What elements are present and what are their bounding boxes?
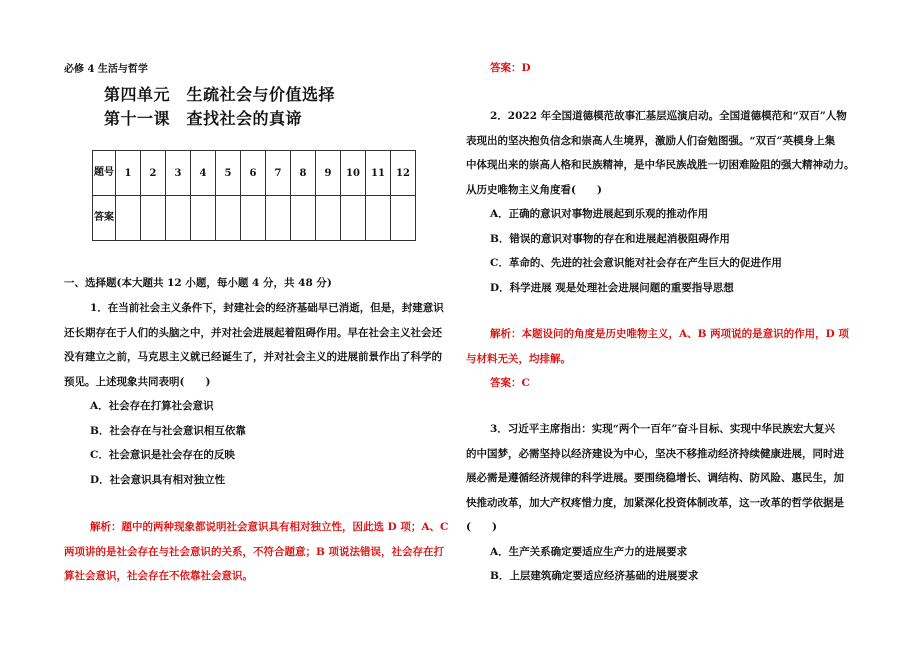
analysis-line: 两项讲的是社会存在与社会意识的关系，不符合题意；B 项说法错误，社会存在打 xyxy=(64,545,445,558)
question-2 xyxy=(466,104,866,300)
answer-table-number: 11 xyxy=(366,151,391,196)
question-2-option-d[interactable]: D．科学进展 观是处理社会进展问题的重要指导思想 xyxy=(490,281,734,294)
answer-table-head-number: 题号 xyxy=(93,151,116,196)
answer-cell[interactable] xyxy=(141,196,166,241)
question-2-option-b[interactable]: B．错误的意识对事物的存在和进展起消极阻碍作用 xyxy=(490,232,730,245)
question-2-line: 2．2022 年全国道德模范故事汇基层巡演启动。全国道德模范和“双百”人物 xyxy=(490,110,847,122)
question-3-line: ( ) xyxy=(466,521,497,533)
book-title: 必修 4 生活与哲学 xyxy=(64,64,148,75)
answer-table-number: 9 xyxy=(316,151,341,196)
answer-cell[interactable] xyxy=(366,196,391,241)
answer-table-number: 12 xyxy=(391,151,416,196)
question-1-line: 预见。上述现象共同表明( ) xyxy=(64,375,211,388)
answer-cell[interactable] xyxy=(191,196,216,241)
answer-table-number: 6 xyxy=(241,151,266,196)
question-3-line: 快推动改革，加大产权疼惜力度，加紧深化投资体制改革，这一改革的哲学依据是 xyxy=(466,496,844,509)
answer-2: 答案：C xyxy=(490,377,530,389)
answer-table-number: 3 xyxy=(166,151,191,196)
answer-table-number-row xyxy=(93,151,416,196)
question-3 xyxy=(466,417,866,589)
question-2-analysis xyxy=(466,322,866,396)
answer-table-number: 7 xyxy=(266,151,291,196)
answer-table-number: 8 xyxy=(291,151,316,196)
question-1-line: 没有建立之前，马克思主义就已经诞生了，并对社会主义的进展前景作出了科学的 xyxy=(64,351,442,363)
question-1-option-b[interactable]: B．社会存在与社会意识相互依靠 xyxy=(90,424,246,437)
answer-cell[interactable] xyxy=(341,196,366,241)
question-2-option-c[interactable]: C．革命的、先进的社会意识能对社会存在产生巨大的促进作用 xyxy=(490,257,782,269)
question-1-line: 还长期存在于人们的头脑之中，并对社会进展起着阻碍作用。早在社会主义社会还 xyxy=(64,326,442,339)
analysis-line: 与材料无关，均排解。 xyxy=(466,352,571,365)
question-3-line: 展必需是遵循经济规律的科学进展。要围绕稳增长、调结构、防风险、惠民生，加 xyxy=(466,472,844,484)
answer-cell[interactable] xyxy=(116,196,141,241)
question-1-option-c[interactable]: C．社会意识是社会存在的反映 xyxy=(90,449,235,461)
answer-cell[interactable] xyxy=(241,196,266,241)
lesson-title: 第十一课 查找社会的真谛 xyxy=(104,109,303,128)
question-1-analysis xyxy=(64,515,456,589)
unit-title: 第四单元 生疏社会与价值选择 xyxy=(104,85,336,104)
question-1-option-d[interactable]: D．社会意识具有相对独立性 xyxy=(90,473,226,486)
answer-cell[interactable] xyxy=(266,196,291,241)
answer-cell[interactable] xyxy=(316,196,341,241)
question-2-line: 从历史唯物主义角度看( ) xyxy=(466,183,602,196)
question-1-line: 1．在当前社会主义条件下，封建社会的经济基础早已消逝，但是，封建意识 xyxy=(90,302,444,314)
answer-table-number: 10 xyxy=(341,151,366,196)
question-2-line: 中体现出来的崇高人格和民族精神，是中华民族战胜一切困难险阻的强大精神动力。 xyxy=(466,159,855,171)
answer-table-number: 5 xyxy=(216,151,241,196)
answer-table-head-answer: 答案 xyxy=(93,196,116,241)
question-3-line: 3．习近平主席指出：实现“两个一百年”奋斗目标、实现中华民族宏大复兴 xyxy=(490,423,835,435)
answer-table-number: 2 xyxy=(141,151,166,196)
question-2-line: 表现出的坚决抱负信念和崇高人生境界，激励人们奋勉图强。“双百”英模身上集 xyxy=(466,134,836,147)
question-1-option-a[interactable]: A．社会存在打算社会意识 xyxy=(90,400,214,412)
analysis-line: 解析：本题设问的角度是历史唯物主义，A、B 两项说的是意识的作用，D 项 xyxy=(490,328,849,340)
answer-1: 答案：D xyxy=(490,62,531,74)
answer-table-number: 1 xyxy=(116,151,141,196)
analysis-line: 解析：题中的两种现象都说明社会意识具有相对独立性，因此选 D 项；A、C xyxy=(90,521,449,533)
question-3-option-a[interactable]: A．生产关系确定要适应生产力的进展要求 xyxy=(490,545,688,558)
answer-cell[interactable] xyxy=(391,196,416,241)
section-heading: 一、选择题(本大题共 12 小题，每小题 4 分，共 48 分) xyxy=(64,277,332,289)
answer-table-answer-row xyxy=(93,196,416,241)
question-1 xyxy=(64,296,456,492)
answer-cell[interactable] xyxy=(166,196,191,241)
answer-table-number: 4 xyxy=(191,151,216,196)
question-2-option-a[interactable]: A．正确的意识对事物进展起到乐观的推动作用 xyxy=(490,208,709,220)
answer-cell[interactable] xyxy=(216,196,241,241)
analysis-line: 算社会意识，社会存在不依靠社会意识。 xyxy=(64,570,253,582)
question-3-line: 的中国梦，必需坚持以经济建设为中心，坚决不移推动经济持续健康进展，同时进 xyxy=(466,447,844,460)
answer-table xyxy=(92,150,416,241)
question-3-option-b[interactable]: B．上层建筑确定要适应经济基础的进展要求 xyxy=(490,570,699,582)
answer-cell[interactable] xyxy=(291,196,316,241)
